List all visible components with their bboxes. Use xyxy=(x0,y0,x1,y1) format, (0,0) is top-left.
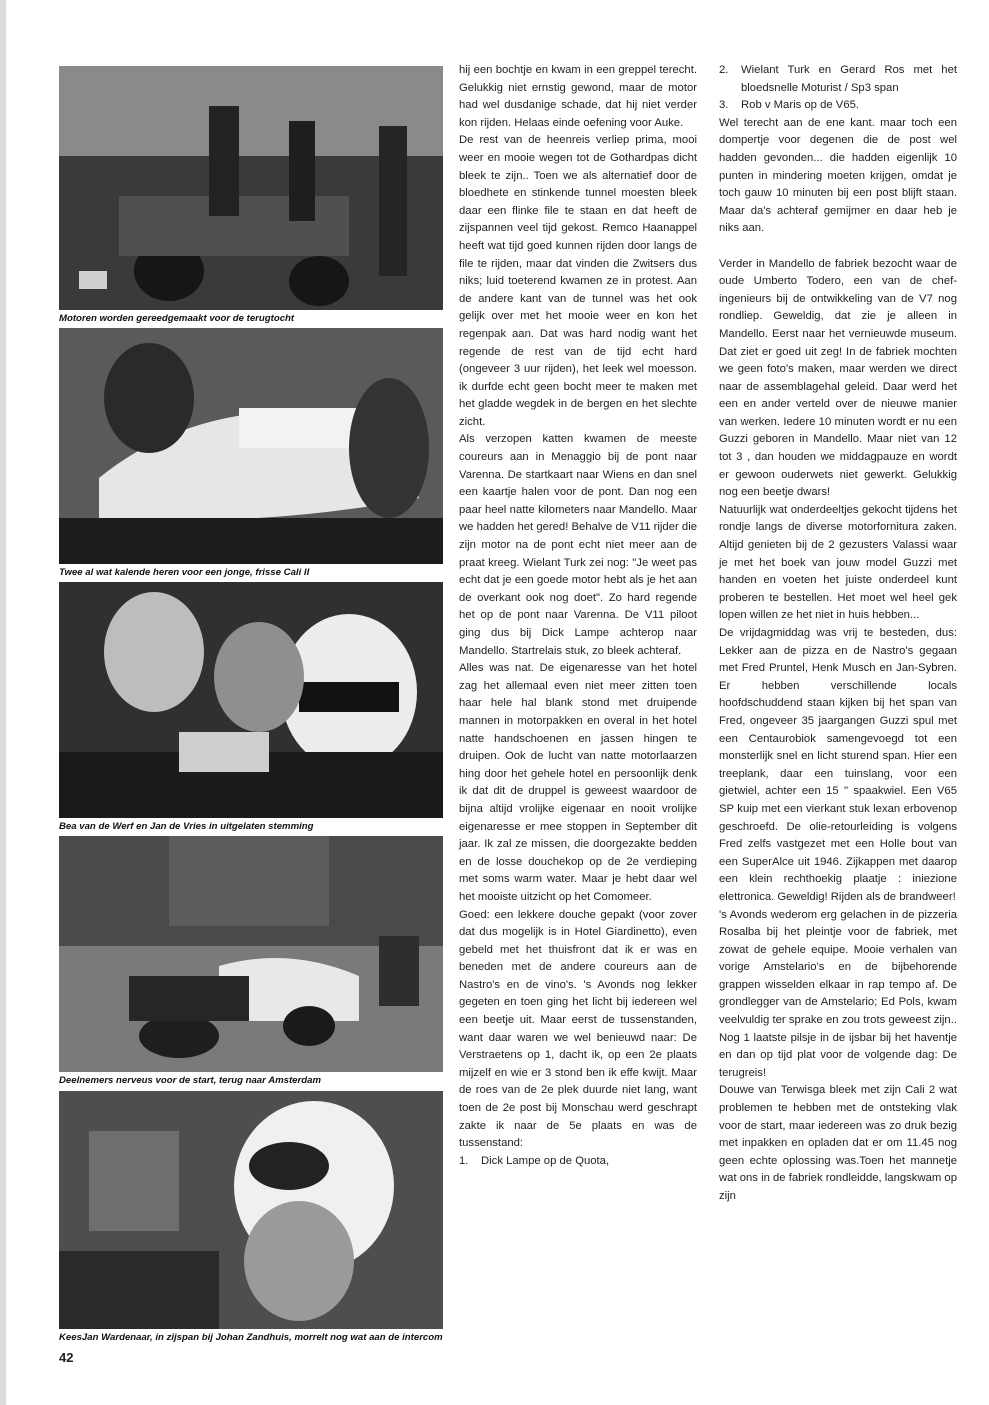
photo-bea-and-jan xyxy=(59,582,443,818)
photo-participants-start xyxy=(59,836,443,1072)
standings-text: Dick Lampe op de Quota, xyxy=(481,1154,610,1167)
paragraph: 's Avonds wederom erg gelachen in de pizzeria Rosalba bij het pleintje voor de fabriek, met zowat de gehele equipe. Mooie verhalen van vorige Amstelario's en de bijbehorende grappen wisselden elkaar in rap tempo af. De grondlegger van de Amstelario; Ed Pols, kwam veelvuldig ter sprake en zou trots geweest zijn.. Nog 1 laatste pilsje in de ijsbar bij het haventje en dan op tijd plat voor de volgende dag: De terugreis! xyxy=(719,908,957,1079)
photo-caption: Deelnemers nerveus voor de start, terug naar Amsterdam xyxy=(59,1075,321,1086)
standings-text: Rob v Maris op de V65. xyxy=(741,99,860,112)
paragraph: Verder in Mandello de fabriek bezocht waar de oude Umberto Todero, een van de chef-ingenieurs bij de ontwikkeling van de V7 nog rondliep. Geweldig, dat zie je alleen in Mandello. Eerst naar het vernieuwde museum. Dat ziet er goed uit zeg! In de fabriek mochten we geen foto's maken, maar werden we direct naar de assemblagehal geleid. Daar werd het een en ander verteld over de nieuwe manier van werken. Iedere 10 minuten wordt er nu een Guzzi geboren in Mandello. Maar niet van 12 tot 3 , dan houden we middagpauze en wordt er gewoon ouderwets niet gewerkt. Gelukkig nog een beetje dwars! xyxy=(719,257,957,499)
paragraph: hij een bochtje en kwam in een greppel terecht. Gelukkig niet ernstig gewond, maar de motor had wel dusdanige schade, dat hij niet verder kon rijden. Helaas einde oefening voor Auke. xyxy=(459,64,697,129)
page-number: 42 xyxy=(59,1350,74,1365)
paragraph: De vrijdagmiddag was vrij te besteden, dus: Lekker aan de pizza en de Nastro's gegaan met Fred Pruntel, Henk Musch en Jan-Sybren. Er hebben verschillende locals hoofdschuddend staan kijken bij het span van Fred, ongeveer 35 jaargangen Guzzi spul met een Centaurobiok samengevoegd tot een monsterlijk snel en licht sturend span. Hier een treeplank, daar een tuinslang, voor een gietwiel, achter een 15 " spaakwiel. Een V65 SP kuip met een vierkant stuk lexan erbovenop geschroefd. De olie-retourleiding is volgens Fred zelfs vastgezet met een Holle bout van een SuperAlce uit 1946. Zijkappen met daarop een klein rechthoekig plaatje : iniezione elettronica. Geweldig! Rijden als de brandweer! xyxy=(719,627,957,903)
photo-keesjan-sidecar xyxy=(59,1091,443,1329)
standings-number: 3. xyxy=(719,99,729,112)
photo-two-men-cali xyxy=(59,328,443,564)
paragraph: Als verzopen katten kwamen de meeste coureurs aan in Menaggio bij de pont naar Varenna. De startkaart naar Wiens en dan snel een kaartje halen voor de pont. Dan nog een paar heel natte kilometers naar Mandello. Maar we hadden het gered! Behalve de V11 rijder die zijn motor na de pont echt niet meer aan de praat kreeg. Wielant Turk zei nog: "Je weet pas echt dat je een goede motor hebt als je het aan de overkant ook nog doet". Zo hard regende het op de pont naar Varenna. De V11 piloot ging dus bij Dick Lampe achterop naar Mandello. Startrelais stuk, zo bleek achteraf. xyxy=(459,433,697,657)
photo-motorcycles-preparing xyxy=(59,66,443,310)
standings-item xyxy=(719,97,957,115)
photo-caption: KeesJan Wardenaar, in zijspan bij Johan Zandhuis, morrelt nog wat aan de intercom xyxy=(59,1332,443,1343)
paragraph: Alles was nat. De eigenaresse van het hotel zag het allemaal even niet meer zitten toen haar hele hal blank stond met druipende mannen in motorpakken en overal in het hotel natte handschoenen en jassen hingen te druipen. Ook de lucht van natte motorlaarzen hing door het gehele hotel en persoonlijk denk ik dat dit de druppel is geweest waardoor de bijna altijd vrolijke eigenaar en nooit vrolijke eigenaresse er mee stoppen in September dit jaar. Ik zal ze missen, die doorgezakte bedden en de losse douchekop op de 2e verdieping met soms warm water. Maar je hebt daar wel het mooiste uitzicht op het Comomeer. xyxy=(459,662,697,903)
paragraph: Goed: een lekkere douche gepakt (voor zover dat dus mogelijk is in Hotel Giardinetto), even gebeld met het thuisfront dat ik er was en beneden met de andere coureurs aan de Nastro's en de vino's. 's Avonds nog lekker gegeten en toen ging het licht bij iedereen wel een beetje uit. Maar eerst de tussenstanden, want daar waren we wel benieuwd naar: De Verstraetens op 1, dacht ik, op een 2e plaats mijzelf en wie er 3 stond ben ik effe kwijt. Maar de roes van de 2e plek duurde niet lang, want toen de 2e post bij Monschau werd geschrapt zakte ik naar de 5e plaats en was de tussenstand: xyxy=(459,908,697,1150)
standings-item xyxy=(459,1153,697,1171)
paragraph: Wel terecht aan de ene kant. maar toch een dompertje voor degenen die de post wel hadden gevonden... die hadden eigenlijk 10 punten in mindering moeten krijgen, omdat je toch gauw 10 minuten bij een post blijft staan. Maar da's achteraf gemijmer en daar heb je niks aan. xyxy=(719,116,957,235)
page-spine xyxy=(0,0,6,1405)
photo-caption: Bea van de Werf en Jan de Vries in uitgelaten stemming xyxy=(59,821,314,832)
standings-number: 1. xyxy=(459,1154,469,1167)
paragraph: De rest van de heenreis verliep prima, mooi weer en mooie wegen tot de Gothardpas dicht bleek te zijn.. Toen we als alternatief door de bloedhete en stinkende tunnel moesten bleek daar een flinke file te staan en dat heeft de zijspannen veel tijd gekost. Remco Haanappel heeft wat tijd goed kunnen rijden door langs de file te rijden, maar dat vinden die Zwitsers dus niks; luid toeterend kwamen ze in protest. Aan de andere kant van de tunnel was het ook gelijk over met het mooie weer en kon het regenpak aan. Dat was hard nodig want het regende de rest van de tijd echt hard (ongeveer 3 uur rijden), het leek wel moesson. ik durfde echt geen bocht meer te maken met het gladde wegdek in de bergen en het slechte zicht. xyxy=(459,134,697,428)
standings-item xyxy=(719,62,957,97)
paragraph: Douwe van Terwisga bleek met zijn Cali 2 wat problemen te hebben met de ontsteking vlak voor de start, maar iedereen was zo druk bezig met inpakken en opladen dat er om 11.45 nog geen echte oplossing was.Toen het mannetje wat ons in de fabriek rondleidde, langskwam op zijn xyxy=(719,1084,958,1202)
standings-number: 2. xyxy=(719,64,729,76)
photo-caption: Motoren worden gereedgemaakt voor de terugtocht xyxy=(59,313,295,324)
article-column-right xyxy=(719,62,957,1206)
photo-caption: Twee al wat kalende heren voor een jonge, frisse Cali II xyxy=(59,567,310,578)
paragraph: Natuurlijk wat onderdeeltjes gekocht tijdens het rondje langs de diverse motorfornitura zaken. Altijd genieten bij de 2 gezusters Valassi waar je met het boek van jouw model Guzzi met handen en voeten het juiste onderdeel kunt proberen te bestellen. Het moet wel heel gek lopen willen ze het niet in huis hebben... xyxy=(719,503,957,622)
article-column-middle xyxy=(459,62,697,1170)
standings-text: Wielant Turk en Gerard Ros met het bloedsnelle Moturist / Sp3 span xyxy=(741,64,957,94)
